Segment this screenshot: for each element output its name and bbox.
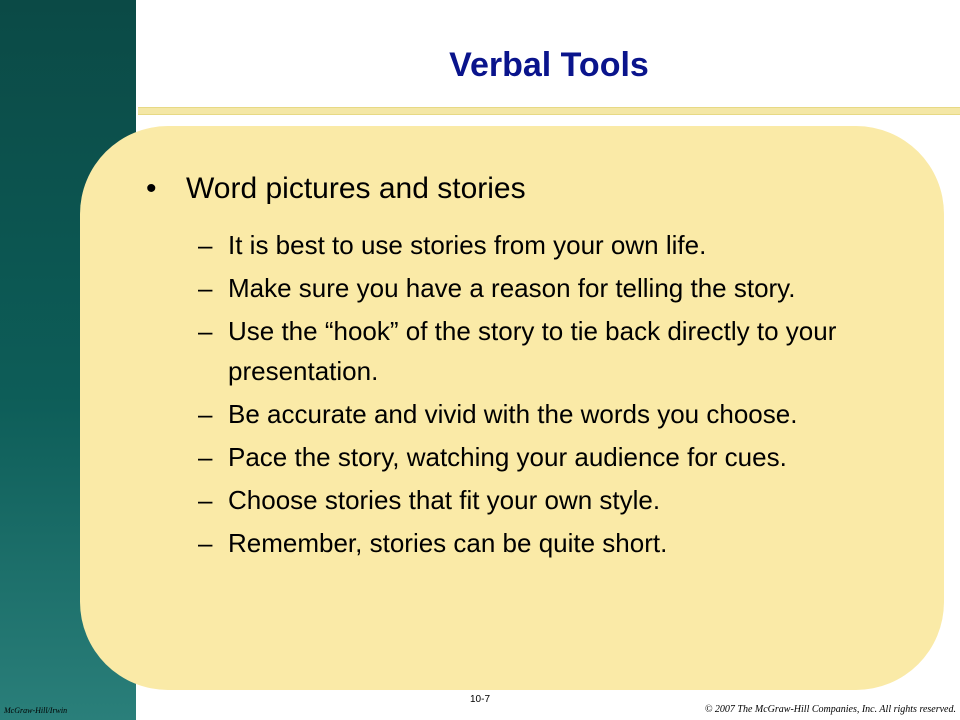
dash-symbol: –: [198, 528, 213, 558]
sub-bullet-text: Be accurate and vivid with the words you choose.: [228, 399, 798, 429]
main-bullet-text: Word pictures and stories: [186, 172, 526, 205]
copyright-footer: © 2007 The McGraw-Hill Companies, Inc. All rights reserved.: [704, 704, 956, 715]
dash-symbol: –: [198, 273, 213, 303]
sub-bullet-text: Use the “hook” of the story to tie back directly to your presentation.: [228, 316, 837, 386]
dash-symbol: –: [198, 485, 213, 515]
dash-symbol: –: [198, 442, 213, 472]
sub-bullet-text: It is best to use stories from your own life.: [228, 230, 707, 260]
sub-bullet-item: [198, 311, 918, 391]
sub-bullet-item: [198, 394, 918, 434]
page-number: 10-7: [469, 694, 490, 705]
main-bullet-symbol: •: [146, 172, 157, 205]
sub-bullet-item: [198, 480, 918, 520]
dash-symbol: –: [198, 230, 213, 260]
main-bullet: [146, 168, 906, 210]
sub-bullet-text: Remember, stories can be quite short.: [228, 528, 668, 558]
slide-title: Verbal Tools: [449, 46, 649, 84]
dash-symbol: –: [198, 316, 213, 346]
sub-bullet-item: [198, 225, 918, 265]
sub-bullet-item: [198, 523, 918, 563]
sub-bullet-list: [198, 225, 918, 566]
sub-bullet-text: Pace the story, watching your audience for cues.: [228, 442, 787, 472]
title-divider: [138, 107, 960, 115]
sub-bullet-text: Make sure you have a reason for telling the story.: [228, 273, 796, 303]
sub-bullet-item: [198, 437, 918, 477]
sub-bullet-item: [198, 268, 918, 308]
sub-bullet-text: Choose stories that fit your own style.: [228, 485, 661, 515]
dash-symbol: –: [198, 399, 213, 429]
publisher-footer: McGraw-Hill/Irwin: [4, 706, 68, 715]
